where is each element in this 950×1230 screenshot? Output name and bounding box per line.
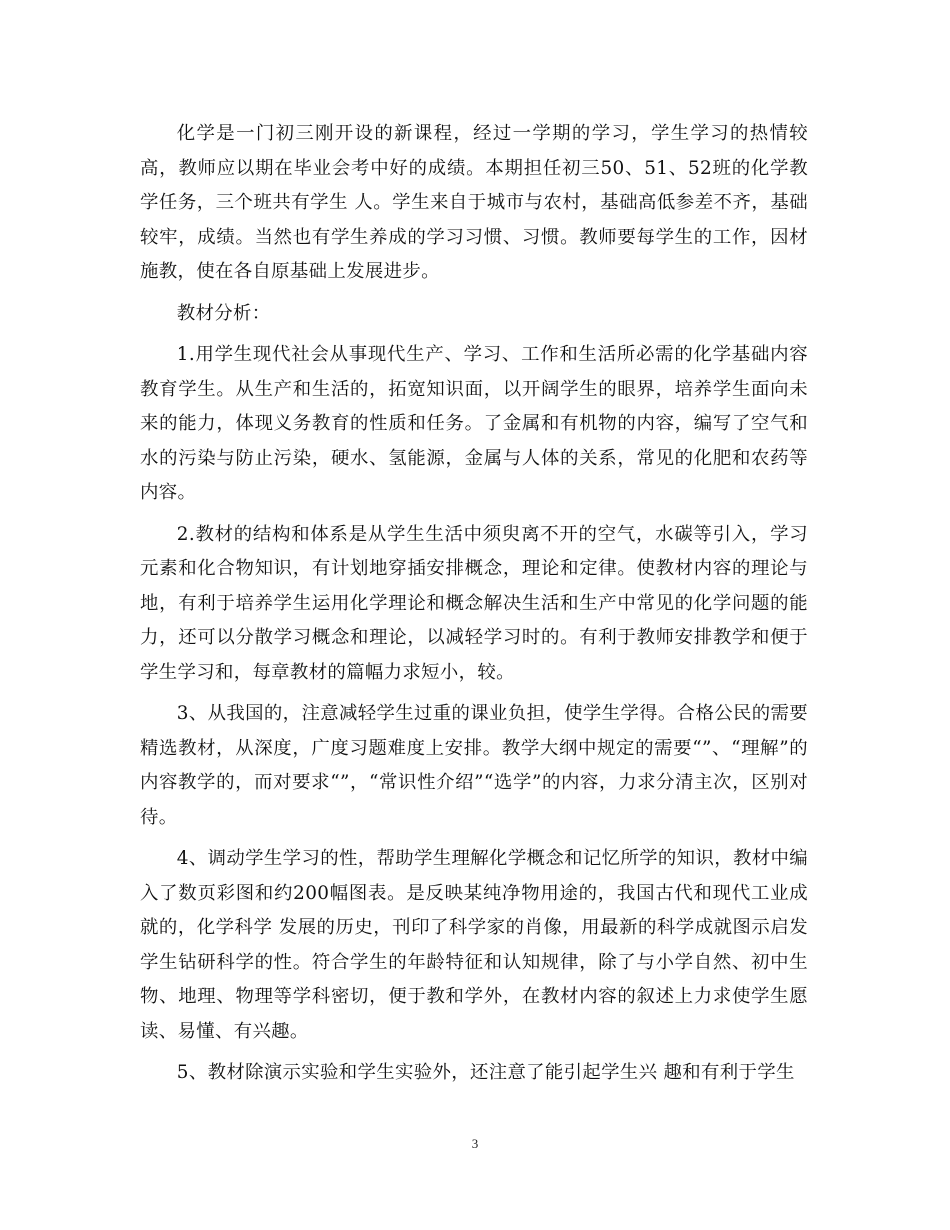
analysis-item-3: 3、从我国的，注意减轻学生过重的课业负担，使学生学得。合格公民的需要精选教材，从深度，广度习题难度上安排。教学大纲中规定的需要“”、“理解”的内容教学的，而对要求“”，“常识性介绍”“选学”的内容，力求分清主次，区别对待。 (140, 703, 808, 828)
analysis-item-5: 5、教材除演示实验和学生实验外，还注意了能引起学生兴 趣和有利于学生 (176, 1062, 795, 1083)
page-number: 3 (471, 1136, 479, 1151)
document-body (140, 117, 808, 1098)
analysis-item-1: 1.用学生现代社会从事现代生产、学习、工作和生活所必需的化学基础内容教育学生。从生产和生活的，拓宽知识面，以开阔学生的眼界，培养学生面向未来的能力，体现义务教育的性质和任务。了金属和有机物的内容，编写了空气和水的污染与防止污染，硬水、氢能源，金属与人体的关系，常见的化肥和农药等内容。 (140, 344, 808, 503)
intro-paragraph: 化学是一门初三刚开设的新课程，经过一学期的学习，学生学习的热情较高，教师应以期在毕业会考中好的成绩。本期担任初三50、51、52班的化学教学任务，三个班共有学生 人。学生来自于城市与农村，基础高低参差不齐，基础较牢，成绩。当然也有学生养成的学习习惯、习惯。教师要每学生的工作，因材施教，使在各自原基础上发展进步。 (140, 123, 808, 282)
analysis-item-2: 2.教材的结构和体系是从学生生活中须臾离不开的空气，水碳等引入，学习元素和化合物知识，有计划地穿插安排概念，理论和定律。使教材内容的理论与地，有利于培养学生运用化学理论和概念解决生活和生产中常见的化学问题的能力，还可以分散学习概念和理论，以减轻学习时的。有利于教师安排教学和便于学生学习和，每章教材的篇幅力求短小，较。 (140, 523, 808, 683)
analysis-item-4: 4、调动学生学习的性，帮助学生理解化学概念和记忆所学的知识，教材中编入了数页彩图和约200幅图表。是反映某纯净物用途的，我国古代和现代工业成就的，化学科学 发展的历史，刊印了科学家的肖像，用最新的科学成就图示启发学生钻研科学的性。符合学生的年龄特征和认知规律，除了与小学自然、初中生物、地理、物理等学科密切，便于教和学外，在教材内容的叙述上力求使学生愿读、易懂、有兴趣。 (140, 848, 808, 1042)
section-heading-textbook-analysis: 教材分析： (176, 302, 271, 324)
